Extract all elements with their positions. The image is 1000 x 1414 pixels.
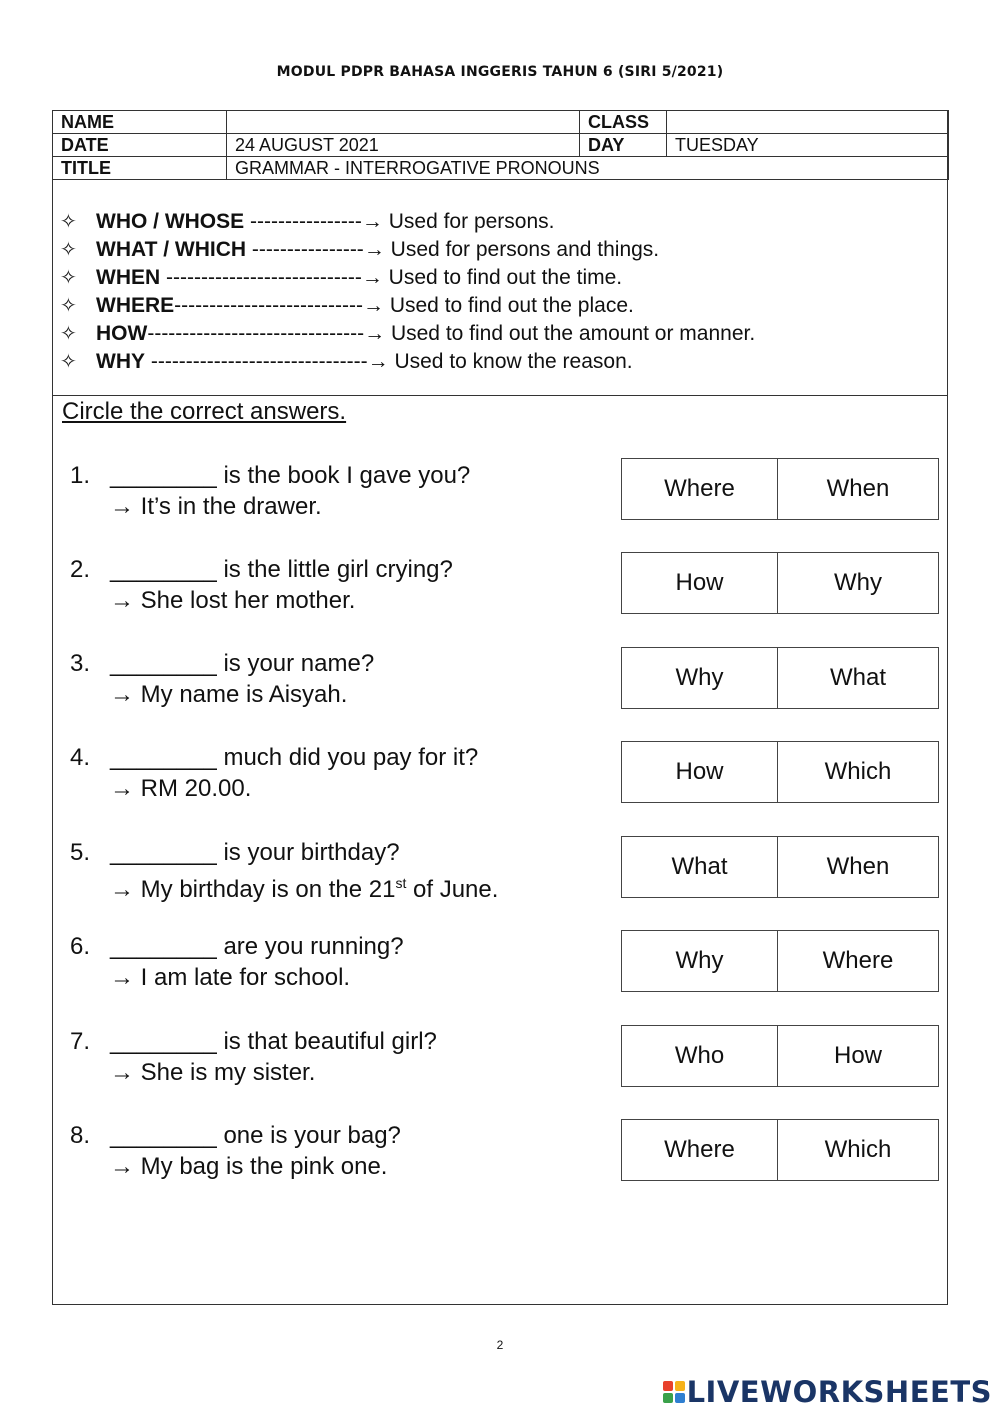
answer-text: → She lost her mother. [110,587,356,614]
day-label: DAY [580,134,667,157]
note-item: ✧ HOW-------------------------------→ Used to find out the amount or manner. [60,320,755,348]
answer-options [621,1119,939,1181]
question-number: 5. [70,839,91,866]
option-where[interactable]: Where [622,459,778,519]
question-item [70,648,374,710]
question-number: 1. [70,462,91,489]
question-item [70,837,498,905]
liveworksheets-logo-icon [663,1381,685,1403]
date-label: DATE [53,134,227,157]
question-text: ________ are you running? [110,933,404,960]
page-number: 2 [496,1338,504,1352]
title-label: TITLE [53,157,227,180]
answer-text: → RM 20.00. [110,775,252,802]
option-where[interactable]: Where [822,947,894,974]
answer-options [621,552,939,614]
date-value: 24 AUGUST 2021 [227,134,580,157]
arrow-icon: → [361,266,383,289]
answer-options [621,836,939,898]
name-label: NAME [53,111,227,134]
option-when[interactable]: When [826,475,890,502]
answer-text: → My name is Aisyah. [110,681,348,708]
question-item [70,460,470,522]
question-text: ________ much did you pay for it? [110,744,479,771]
question-number: 6. [70,933,91,960]
question-item [70,931,404,993]
option-how[interactable]: How [622,742,778,802]
option-which[interactable]: Which [824,1136,892,1163]
question-text: ________ is your birthday? [110,839,400,866]
question-text: ________ one is your bag? [110,1122,401,1149]
question-number: 4. [70,744,91,771]
arrow-icon: → [364,322,386,345]
question-item [70,1026,437,1088]
star-bullet-icon: ✧ [60,211,77,233]
section-divider [52,395,948,396]
star-bullet-icon: ✧ [60,239,77,261]
answer-text: → She is my sister. [110,1059,316,1086]
answer-options [621,647,939,709]
option-which[interactable]: Which [824,758,892,785]
answer-text: → It’s in the drawer. [110,493,322,520]
document-header: MODUL PDPR BAHASA INGGERIS TAHUN 6 (SIRI 5/2021) [276,64,724,80]
question-number: 3. [70,650,91,677]
question-item [70,742,478,804]
arrow-icon: → [363,294,384,317]
option-what[interactable]: What [829,664,886,691]
note-item: ✧ WHY -------------------------------→ Used to know the reason. [60,348,755,376]
class-label: CLASS [580,111,667,134]
question-text: ________ is your name? [110,650,375,677]
note-item: ✧ WHO / WHOSE ----------------→ Used for persons. [60,208,755,236]
option-when[interactable]: When [826,853,890,880]
answer-text: → My bag is the pink one. [110,1153,388,1180]
star-bullet-icon: ✧ [60,351,77,373]
pronoun-notes [60,208,755,376]
option-who[interactable]: Who [622,1026,778,1086]
star-bullet-icon: ✧ [60,267,77,289]
answer-text: → I am late for school. [110,964,351,991]
star-bullet-icon: ✧ [60,323,77,345]
question-item [70,554,453,616]
option-how[interactable]: How [833,1042,882,1069]
answer-options [621,741,939,803]
instruction-text: Circle the correct answers. [62,398,347,425]
star-bullet-icon: ✧ [60,295,77,317]
question-item [70,1120,401,1182]
answer-options [621,930,939,992]
arrow-icon: → [367,350,389,373]
question-text: ________ is that beautiful girl? [110,1028,437,1055]
note-item: ✧ WHEN ----------------------------→ Used to find out the time. [60,264,755,292]
day-value: TUESDAY [667,134,949,157]
arrow-icon: → [363,238,385,261]
answer-text: → My birthday is on the 21st of June. [110,875,499,903]
title-value: GRAMMAR - INTERROGATIVE PRONOUNS [227,157,949,180]
option-why[interactable]: Why [622,648,778,708]
name-field[interactable] [227,111,580,134]
question-number: 2. [70,556,91,583]
note-item: ✧ WHERE---------------------------→ Used to find out the place. [60,292,755,320]
question-number: 7. [70,1028,91,1055]
answer-options [621,1025,939,1087]
option-where[interactable]: Where [622,1120,778,1180]
question-number: 8. [70,1122,91,1149]
brand-name: LIVEWORKSHEETS [686,1375,992,1409]
answer-options [621,458,939,520]
arrow-icon: → [361,210,383,233]
info-table [52,110,949,180]
question-text: ________ is the little girl crying? [110,556,453,583]
class-field[interactable] [667,111,949,134]
option-why[interactable]: Why [622,931,778,991]
option-what[interactable]: What [622,837,778,897]
liveworksheets-branding[interactable] [663,1375,992,1409]
option-why[interactable]: Why [834,569,882,596]
question-text: ________ is the book I gave you? [110,462,471,489]
option-how[interactable]: How [622,553,778,613]
note-item: ✧ WHAT / WHICH ----------------→ Used for persons and things. [60,236,755,264]
